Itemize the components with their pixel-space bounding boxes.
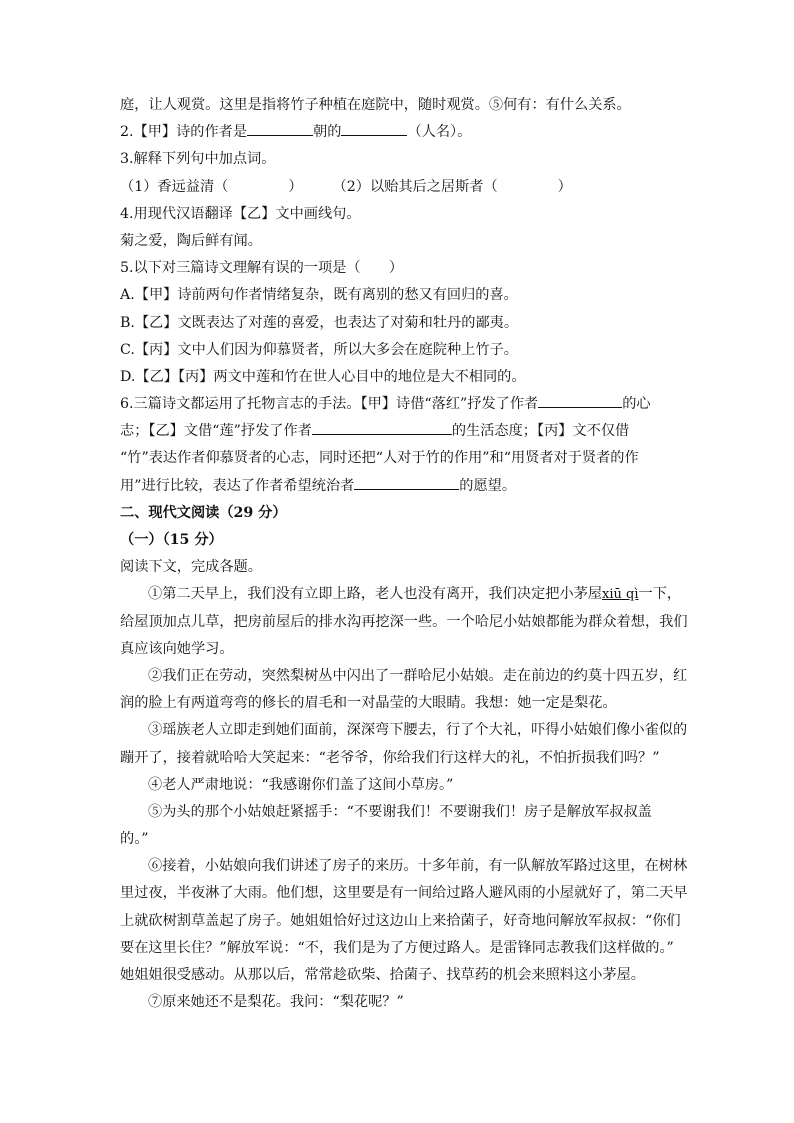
option-d: D.【乙】【丙】两文中莲和竹在世人心目中的地位是大不相同的。 — [120, 368, 526, 385]
paragraph-6-line4: 要在这里长住？”解放军说：“不，我们是为了方便过路人。是雷锋同志教我们这样做的。” — [120, 939, 674, 956]
paragraph-1: ①第二天早上，我们没有立即上路，老人也没有离开，我们决定把小茅屋xiū qì一下， — [148, 586, 682, 603]
paragraph-5: ⑤为头的那个小姑娘赶紧摇手：“不要谢我们！不要谢我们！房子是解放军叔叔盖 — [148, 803, 652, 820]
option-a: A.【甲】诗前两句作者情绪复杂，既有离别的愁又有回归的喜。 — [120, 287, 518, 304]
answer-blank[interactable] — [312, 420, 452, 435]
paragraph-6-line5: 她姐姐很受感动。从那以后，常常趁砍柴、拾菌子、找草药的机会来照料这小茅屋。 — [120, 967, 645, 983]
paragraph-1-line2: 给屋顶加点儿草，把房前屋后的排水沟再挖深一些。一个哈尼小姑娘都能为群众着想，我们 — [120, 613, 688, 630]
subsection-heading: （一）（15 分） — [120, 532, 223, 548]
note-line: 庭，让人观赏。这里是指将竹子种植在庭院中，随时观赏。⑤何有：有什么关系。 — [120, 97, 631, 113]
paragraph-1-line3: 真应该向她学习。 — [120, 640, 234, 657]
paragraph-6-line3: 上就砍树割草盖起了房子。她姐姐恰好过这边山上来拾菌子，好奇地问解放军叔叔：“你们 — [120, 912, 681, 929]
question-2: 2.【甲】诗的作者是 朝的 （人名）。 — [120, 119, 680, 146]
paragraph-3: ③瑶族老人立即走到她们面前，深深弯下腰去，行了个大礼，吓得小姑娘们像小雀似的 — [148, 722, 688, 739]
paragraph-6: ⑥接着，小姑娘向我们讲述了房子的来历。十多年前，有一队解放军路过这里，在树林 — [148, 858, 688, 875]
answer-blank[interactable] — [354, 475, 459, 490]
paragraph-2: ②我们正在劳动，突然梨树丛中闪出了一群哈尼小姑娘。走在前边的约莫十四五岁，红 — [148, 667, 688, 684]
answer-blank[interactable] — [247, 121, 313, 136]
paragraph-3-line2: 蹦开了，接着就哈哈大笑起来：“老爷爷，你给我们行这样大的礼，不怕折损我们吗？” — [120, 749, 660, 766]
question-3-items: （1）香远益清（ ） （2）以贻其后之居斯者（ ） — [120, 178, 572, 195]
question-5: 5.以下对三篇诗文理解有误的一项是（ ） — [120, 260, 404, 277]
option-c: C.【丙】文中人们因为仰慕贤者，所以大多会在庭院种上竹子。 — [120, 341, 518, 358]
paragraph-6-line2: 里过夜，半夜淋了大雨。他们想，这里要是有一间给过路人避风雨的小屋就好了，第二天早 — [120, 885, 688, 902]
option-b: B.【乙】文既表达了对莲的喜爱，也表达了对菊和牡丹的鄙夷。 — [120, 314, 519, 331]
question-6-line4: 用”进行比较，表达了作者希望统治者 的愿望。 — [120, 473, 680, 500]
question-6-line2: 志；【乙】文借“莲”抒发了作者 的生活态度；【丙】文不仅借 — [120, 418, 680, 445]
paragraph-5-line2: 的。” — [120, 831, 149, 848]
question-6-line3: “竹”表达作者仰慕贤者的心志，同时还把“人对于竹的作用”和“用贤者对于贤者的作 — [120, 450, 639, 467]
answer-blank[interactable] — [538, 393, 622, 408]
question-4-sentence: 菊之爱，陶后鲜有闻。 — [120, 232, 262, 249]
question-3: 3.解释下列句中加点词。 — [120, 151, 276, 168]
instruction: 阅读下文，完成各题。 — [120, 559, 262, 576]
paragraph-7: ⑦原来她还不是梨花。我问：“梨花呢？” — [148, 994, 404, 1011]
document-content — [120, 92, 688, 1016]
pinyin-blank: xiū qì — [602, 587, 639, 603]
question-6: 6.三篇诗文都运用了托物言志的手法。【甲】诗借“落红”抒发了作者 的心 — [120, 391, 680, 418]
paragraph-2-line2: 润的脸上有两道弯弯的修长的眉毛和一对晶莹的大眼睛。我想：她一定是梨花。 — [120, 695, 617, 712]
question-4: 4.用现代汉语翻译【乙】文中画线句。 — [120, 205, 361, 222]
section-heading: 二、现代文阅读（29 分） — [120, 504, 287, 521]
paragraph-4: ④老人严肃地说：“我感谢你们盖了这间小草房。” — [148, 776, 454, 793]
answer-blank[interactable] — [341, 121, 407, 136]
